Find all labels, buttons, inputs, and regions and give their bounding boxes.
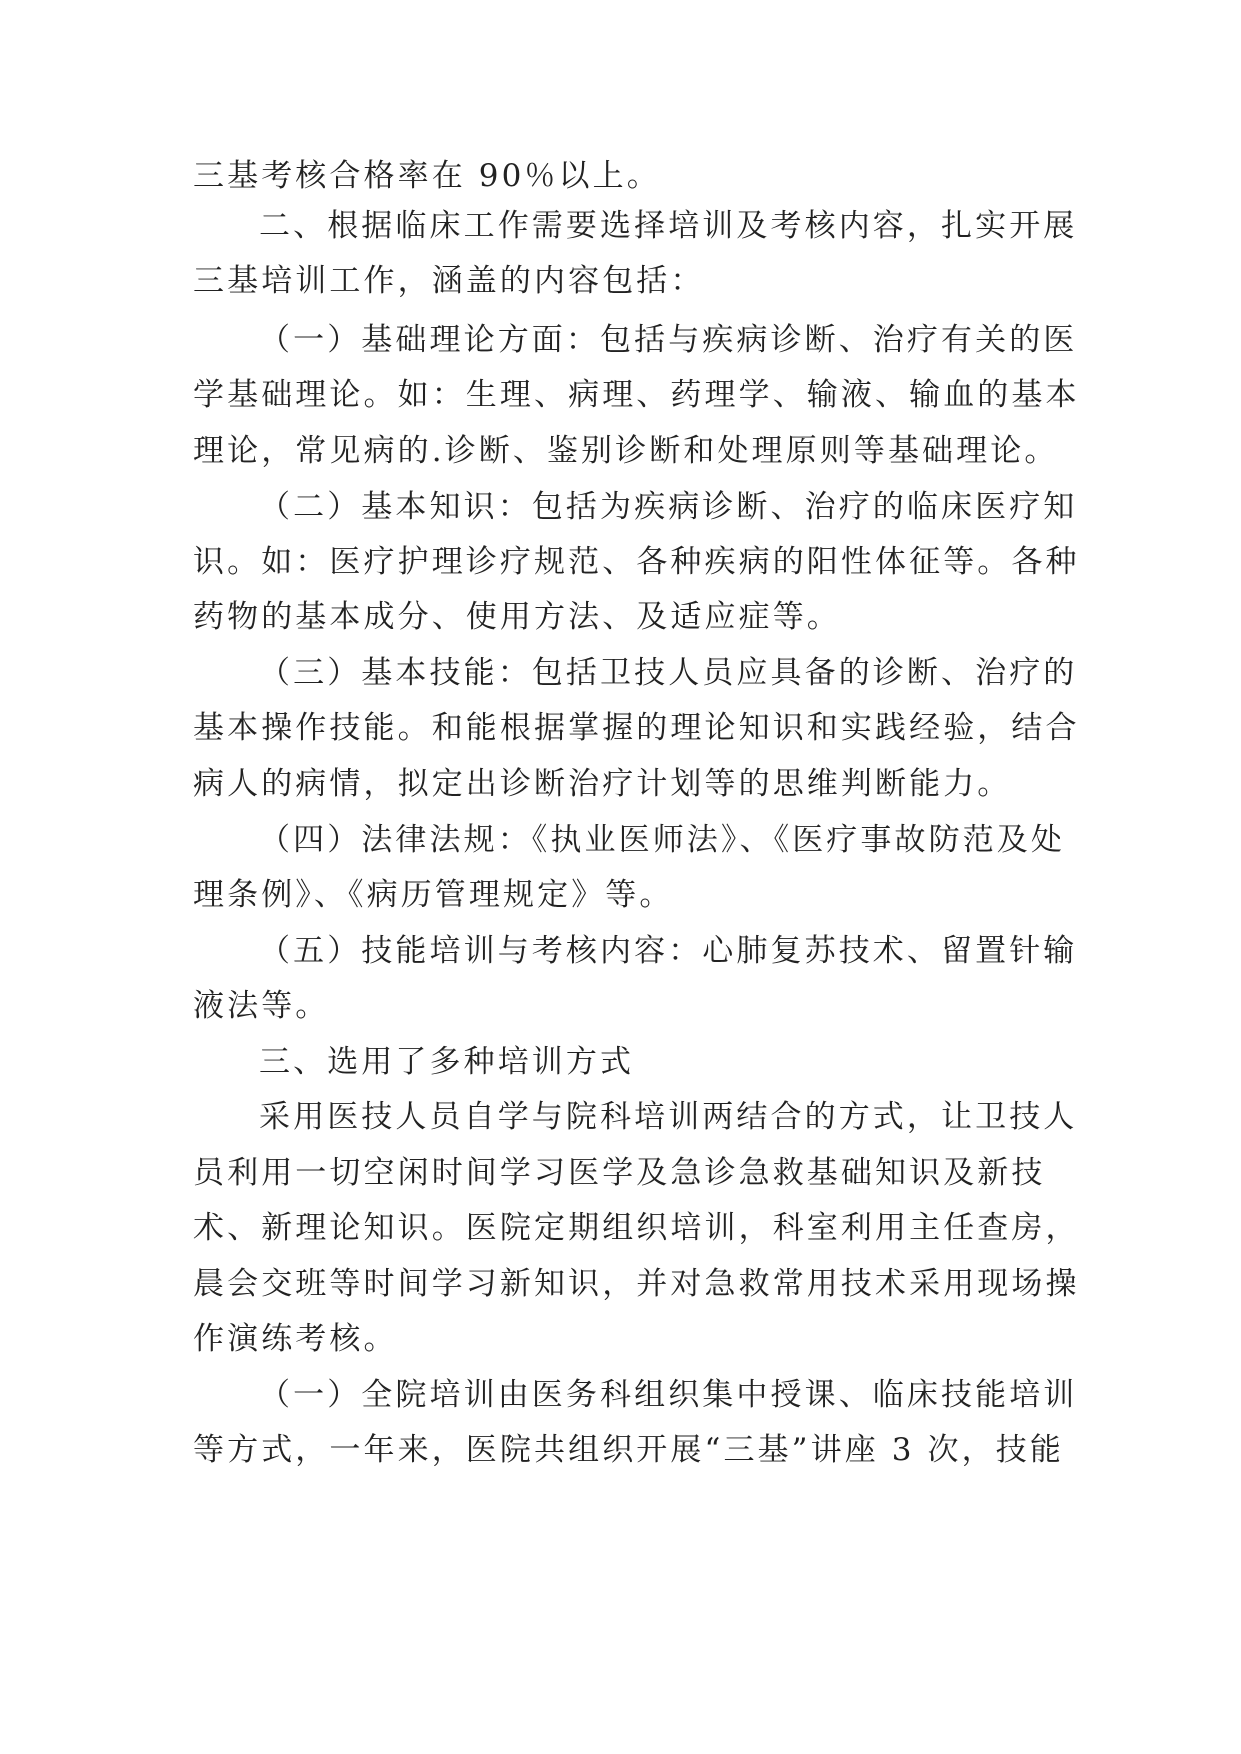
text-line-3: 三基培训工作，涵盖的内容包括： bbox=[193, 263, 705, 299]
sub-item-one-line-1: （一）全院培训由医务科组织集中授课、临床技能培训 bbox=[259, 1377, 1078, 1413]
section-two-heading-line: 二、根据临床工作需要选择培训及考核内容，扎实开展 bbox=[259, 208, 1078, 244]
item-two-line-1: （二）基本知识：包括为疾病诊断、治疗的临床医疗知 bbox=[259, 489, 1078, 525]
section-three-heading: 三、选用了多种培训方式 bbox=[259, 1044, 635, 1080]
section-three-para-line-4: 晨会交班等时间学习新知识，并对急救常用技术采用现场操 bbox=[193, 1266, 1080, 1302]
item-one-line-2: 学基础理论。如：生理、病理、药理学、输液、输血的基本 bbox=[193, 377, 1080, 413]
item-five-line-1: （五）技能培训与考核内容：心肺复苏技术、留置针输 bbox=[259, 933, 1078, 969]
sub-item-one-line-2: 等方式，一年来，医院共组织开展“三基”讲座 3 次，技能 bbox=[193, 1432, 1064, 1468]
item-three-line-1: （三）基本技能：包括卫技人员应具备的诊断、治疗的 bbox=[259, 655, 1078, 691]
item-four-line-2: 理条例》、《病历管理规定》等。 bbox=[193, 877, 674, 913]
item-three-line-2: 基本操作技能。和能根据掌握的理论知识和实践经验，结合 bbox=[193, 710, 1080, 746]
item-one-line-3: 理论，常见病的.诊断、鉴别诊断和处理原则等基础理论。 bbox=[193, 433, 1059, 469]
item-two-line-2: 识。如：医疗护理诊疗规范、各种疾病的阳性体征等。各种 bbox=[193, 544, 1080, 580]
item-three-line-3: 病人的病情，拟定出诊断治疗计划等的思维判断能力。 bbox=[193, 766, 1012, 802]
text-line-1: 三基考核合格率在 90％以上。 bbox=[193, 158, 661, 194]
section-three-para-line-3: 术、新理论知识。医院定期组织培训，科室利用主任查房， bbox=[193, 1210, 1080, 1246]
section-three-para-line-1: 采用医技人员自学与院科培训两结合的方式，让卫技人 bbox=[259, 1099, 1078, 1135]
item-one-line-1: （一）基础理论方面：包括与疾病诊断、治疗有关的医 bbox=[259, 322, 1078, 358]
item-two-line-3: 药物的基本成分、使用方法、及适应症等。 bbox=[193, 599, 841, 635]
item-four-line-1: （四）法律法规：《执业医师法》、《医疗事故防范及处 bbox=[259, 822, 1065, 858]
item-five-line-2: 液法等。 bbox=[193, 988, 330, 1024]
section-three-para-line-5: 作演练考核。 bbox=[193, 1321, 398, 1357]
section-three-para-line-2: 员利用一切空闲时间学习医学及急诊急救基础知识及新技 bbox=[193, 1155, 1046, 1191]
